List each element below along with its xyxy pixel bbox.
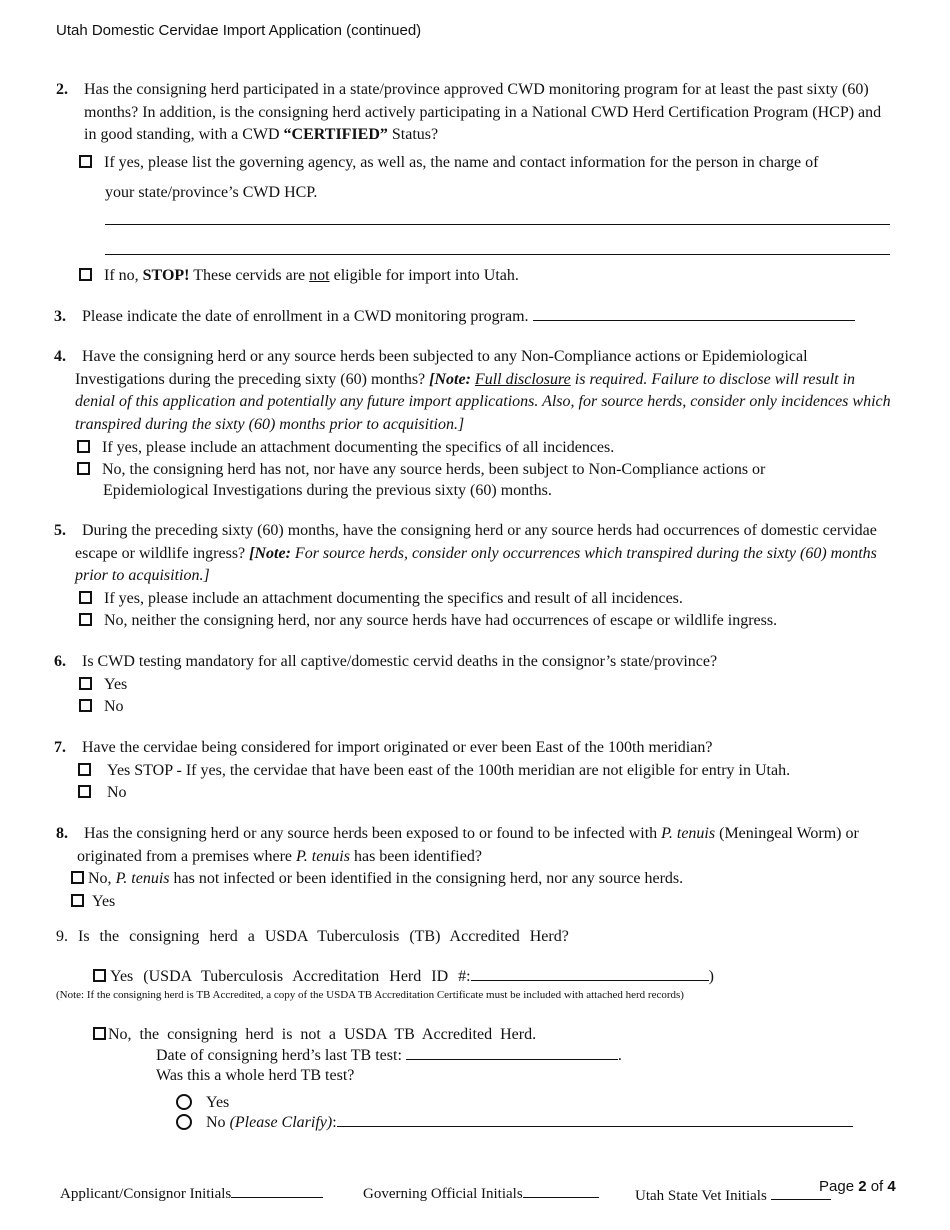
checkbox-icon[interactable] — [77, 462, 90, 475]
radio-yes-row — [176, 1092, 229, 1113]
checkbox-icon[interactable] — [79, 155, 92, 168]
radio-icon[interactable] — [176, 1114, 192, 1130]
question-text: Is CWD testing mandatory for all captive/domestic cervid deaths in the consignor’s state/province? — [82, 653, 718, 670]
question-text-part: Have the consigning herd or any source herds been subjected to any Non-Compliance actions or Epidemiological Investigations during the preceding sixty (60) months? — [75, 348, 808, 388]
question-number: 5. — [54, 522, 66, 539]
answer-line[interactable] — [105, 224, 890, 225]
question-text — [77, 823, 896, 868]
applicant-initials — [60, 1183, 323, 1203]
checkbox-icon[interactable] — [79, 699, 92, 712]
question-9: 9. Is the consigning herd a USDA Tuberculosis (TB) Accredited Herd? — [56, 928, 569, 945]
total-pages: 4 — [887, 1178, 896, 1195]
question-5 — [56, 520, 896, 588]
stop-label: STOP! — [142, 267, 190, 284]
question-number: 4. — [54, 348, 66, 365]
option-label: If yes, please include an attachment documenting the specifics and result of all incidences. — [104, 590, 683, 607]
checkbox-icon[interactable] — [78, 763, 91, 776]
question-text-part: During the preceding sixty (60) months, have the consigning herd or any source herds had occurrences of domestic cervidae escape or wildlife ingress? — [75, 522, 877, 562]
q8-option-yes — [71, 891, 115, 912]
radio-label: No — [206, 1114, 230, 1131]
species-name: P. tenuis — [661, 825, 716, 842]
radio-icon[interactable] — [176, 1094, 192, 1110]
clarify-label: (Please Clarify) — [229, 1114, 333, 1131]
q6-option-no — [79, 696, 124, 717]
question-text: Have the cervidae being considered for import originated or ever been East of the 100th meridian? — [82, 739, 713, 756]
question-text-part: Please indicate the date of enrollment in a CWD monitoring program. — [82, 308, 529, 325]
radio-no-row — [176, 1112, 853, 1133]
checkbox-icon[interactable] — [79, 677, 92, 690]
q7-option-yes — [78, 760, 790, 781]
question-7 — [56, 737, 896, 760]
question-text-part: has been identified? — [349, 847, 482, 865]
page-header: Utah Domestic Cervidae Import Application (continued) — [56, 22, 422, 39]
page-label: Page — [819, 1178, 859, 1195]
option-label: Yes — [104, 676, 128, 693]
radio-label: Yes — [206, 1094, 230, 1111]
q8-option-no — [71, 868, 683, 889]
option-label: No — [104, 698, 124, 715]
note-text: For source herds, consider only occurrences which transpired during the sixty (60) months prior to acquisition.] — [75, 544, 877, 584]
question-number: 7. — [54, 739, 66, 756]
question-text-part: Has the consigning herd or any source herds been exposed to or found to be infected with — [84, 825, 662, 842]
checkbox-icon[interactable] — [77, 440, 90, 453]
option-label: No, the consigning herd has not, nor have any source herds, been subject to Non-Compliance actions or — [102, 461, 766, 478]
checkbox-icon[interactable] — [71, 871, 84, 884]
question-text-part: Status? — [387, 126, 439, 143]
q9-option-no — [93, 1024, 536, 1045]
question-text — [82, 306, 896, 329]
q5-option-no — [79, 610, 777, 631]
note-underlined: Full disclosure — [474, 370, 571, 388]
option-label: Yes — [92, 893, 116, 910]
question-number: 8. — [56, 825, 68, 842]
checkbox-icon[interactable] — [79, 591, 92, 604]
not-label: not — [309, 267, 330, 284]
option-label: ) — [708, 968, 714, 985]
current-page: 2 — [858, 1178, 867, 1195]
question-text-part: (Meningeal Worm) or originated from a premises where — [77, 825, 859, 865]
last-tb-test-row — [156, 1045, 622, 1066]
checkbox-icon[interactable] — [71, 894, 84, 907]
note-label: [Note: — [249, 544, 291, 562]
herd-id-field[interactable] — [471, 966, 709, 981]
question-8 — [56, 823, 896, 868]
checkbox-icon[interactable] — [78, 785, 91, 798]
checkbox-icon[interactable] — [79, 613, 92, 626]
colon: : — [332, 1114, 337, 1131]
option-label: If no, — [104, 267, 143, 284]
question-3 — [56, 306, 896, 329]
option-label: If yes, please list the governing agency, as well as, the name and contact information for the person in charge of — [104, 154, 819, 171]
checkbox-icon[interactable] — [79, 268, 92, 281]
option-label: No, the consigning herd is not a USDA TB Accredited Herd. — [108, 1026, 537, 1043]
q4-option-no — [77, 459, 765, 501]
clarify-field[interactable] — [337, 1112, 853, 1127]
question-2 — [56, 79, 896, 147]
period: . — [617, 1047, 622, 1064]
whole-herd-label: Was this a whole herd TB test? — [156, 1067, 355, 1084]
vet-initials-label: Utah State Vet Initials — [635, 1188, 767, 1204]
option-label: No, — [88, 870, 116, 887]
question-text — [84, 79, 896, 147]
species-name: P. tenuis — [115, 870, 170, 887]
q9-option-yes — [93, 966, 714, 987]
question-6 — [56, 651, 896, 674]
q5-option-yes — [79, 588, 683, 609]
note-text: is required. Failure to disclose will result in denial of this application and potentially any future import applications. Also, for source herds, consider only incidences which transpired during the sixty (60) months prior to acquisition.] — [75, 370, 891, 433]
question-number: 6. — [54, 653, 66, 670]
checkbox-icon[interactable] — [93, 1027, 106, 1040]
question-4 — [56, 346, 896, 436]
question-number: 2. — [56, 81, 68, 98]
option-label: Yes (USDA Tuberculosis Accreditation Herd ID #: — [110, 968, 471, 985]
question-text — [75, 346, 896, 436]
answer-line[interactable] — [105, 254, 890, 255]
last-tb-test-label: Date of consigning herd’s last TB test: — [156, 1047, 402, 1064]
option-label: No, neither the consigning herd, nor any source herds have had occurrences of escape or wildlife ingress. — [104, 612, 778, 629]
official-initials-label: Governing Official Initials — [363, 1186, 523, 1202]
option-label: eligible for import into Utah. — [329, 267, 519, 284]
option-label: Epidemiological Investigations during the previous sixty (60) months. — [103, 482, 552, 499]
option-label: has not infected or been identified in the consigning herd, nor any source herds. — [169, 870, 684, 887]
enrollment-date-field[interactable] — [533, 306, 855, 321]
q7-option-no — [78, 782, 127, 803]
checkbox-icon[interactable] — [93, 969, 106, 982]
vet-initials — [635, 1185, 831, 1205]
option-label: If yes, please include an attachment documenting the specifics of all incidences. — [102, 439, 615, 456]
official-initials — [363, 1183, 599, 1203]
tb-note: (Note: If the consigning herd is TB Accredited, a copy of the USDA TB Accreditation Certificate must be included with attached herd records) — [56, 989, 684, 1001]
q6-option-yes — [79, 674, 127, 695]
page-number — [819, 1178, 896, 1195]
applicant-initials-field[interactable] — [231, 1183, 323, 1198]
option-label: These cervids are — [189, 267, 310, 284]
certified-label: “CERTIFIED” — [283, 126, 388, 143]
q2-option-yes — [79, 148, 899, 208]
last-tb-test-field[interactable] — [406, 1045, 618, 1060]
option-label: No — [107, 784, 127, 801]
question-text-part: Has the consigning herd participated in a state/province approved CWD monitoring program for at least the past sixty (60) months? In addition, is the consigning herd actively participating in a National CWD Herd Certification Program (HCP) and in good standing, with a CWD — [84, 81, 882, 143]
note-label: [Note: — [429, 370, 475, 388]
option-label: Yes STOP - If yes, the cervidae that have been east of the 100th meridian are not eligible for entry in Utah. — [107, 762, 791, 779]
question-number: 3. — [54, 308, 66, 325]
applicant-initials-label: Applicant/Consignor Initials — [60, 1186, 232, 1202]
species-name: P. tenuis — [296, 847, 350, 865]
q2-option-no — [79, 265, 519, 286]
option-label: your state/province’s CWD HCP. — [105, 184, 318, 201]
page-label: of — [866, 1178, 888, 1195]
q4-option-yes — [77, 437, 614, 458]
question-text — [75, 520, 896, 588]
official-initials-field[interactable] — [523, 1183, 599, 1198]
